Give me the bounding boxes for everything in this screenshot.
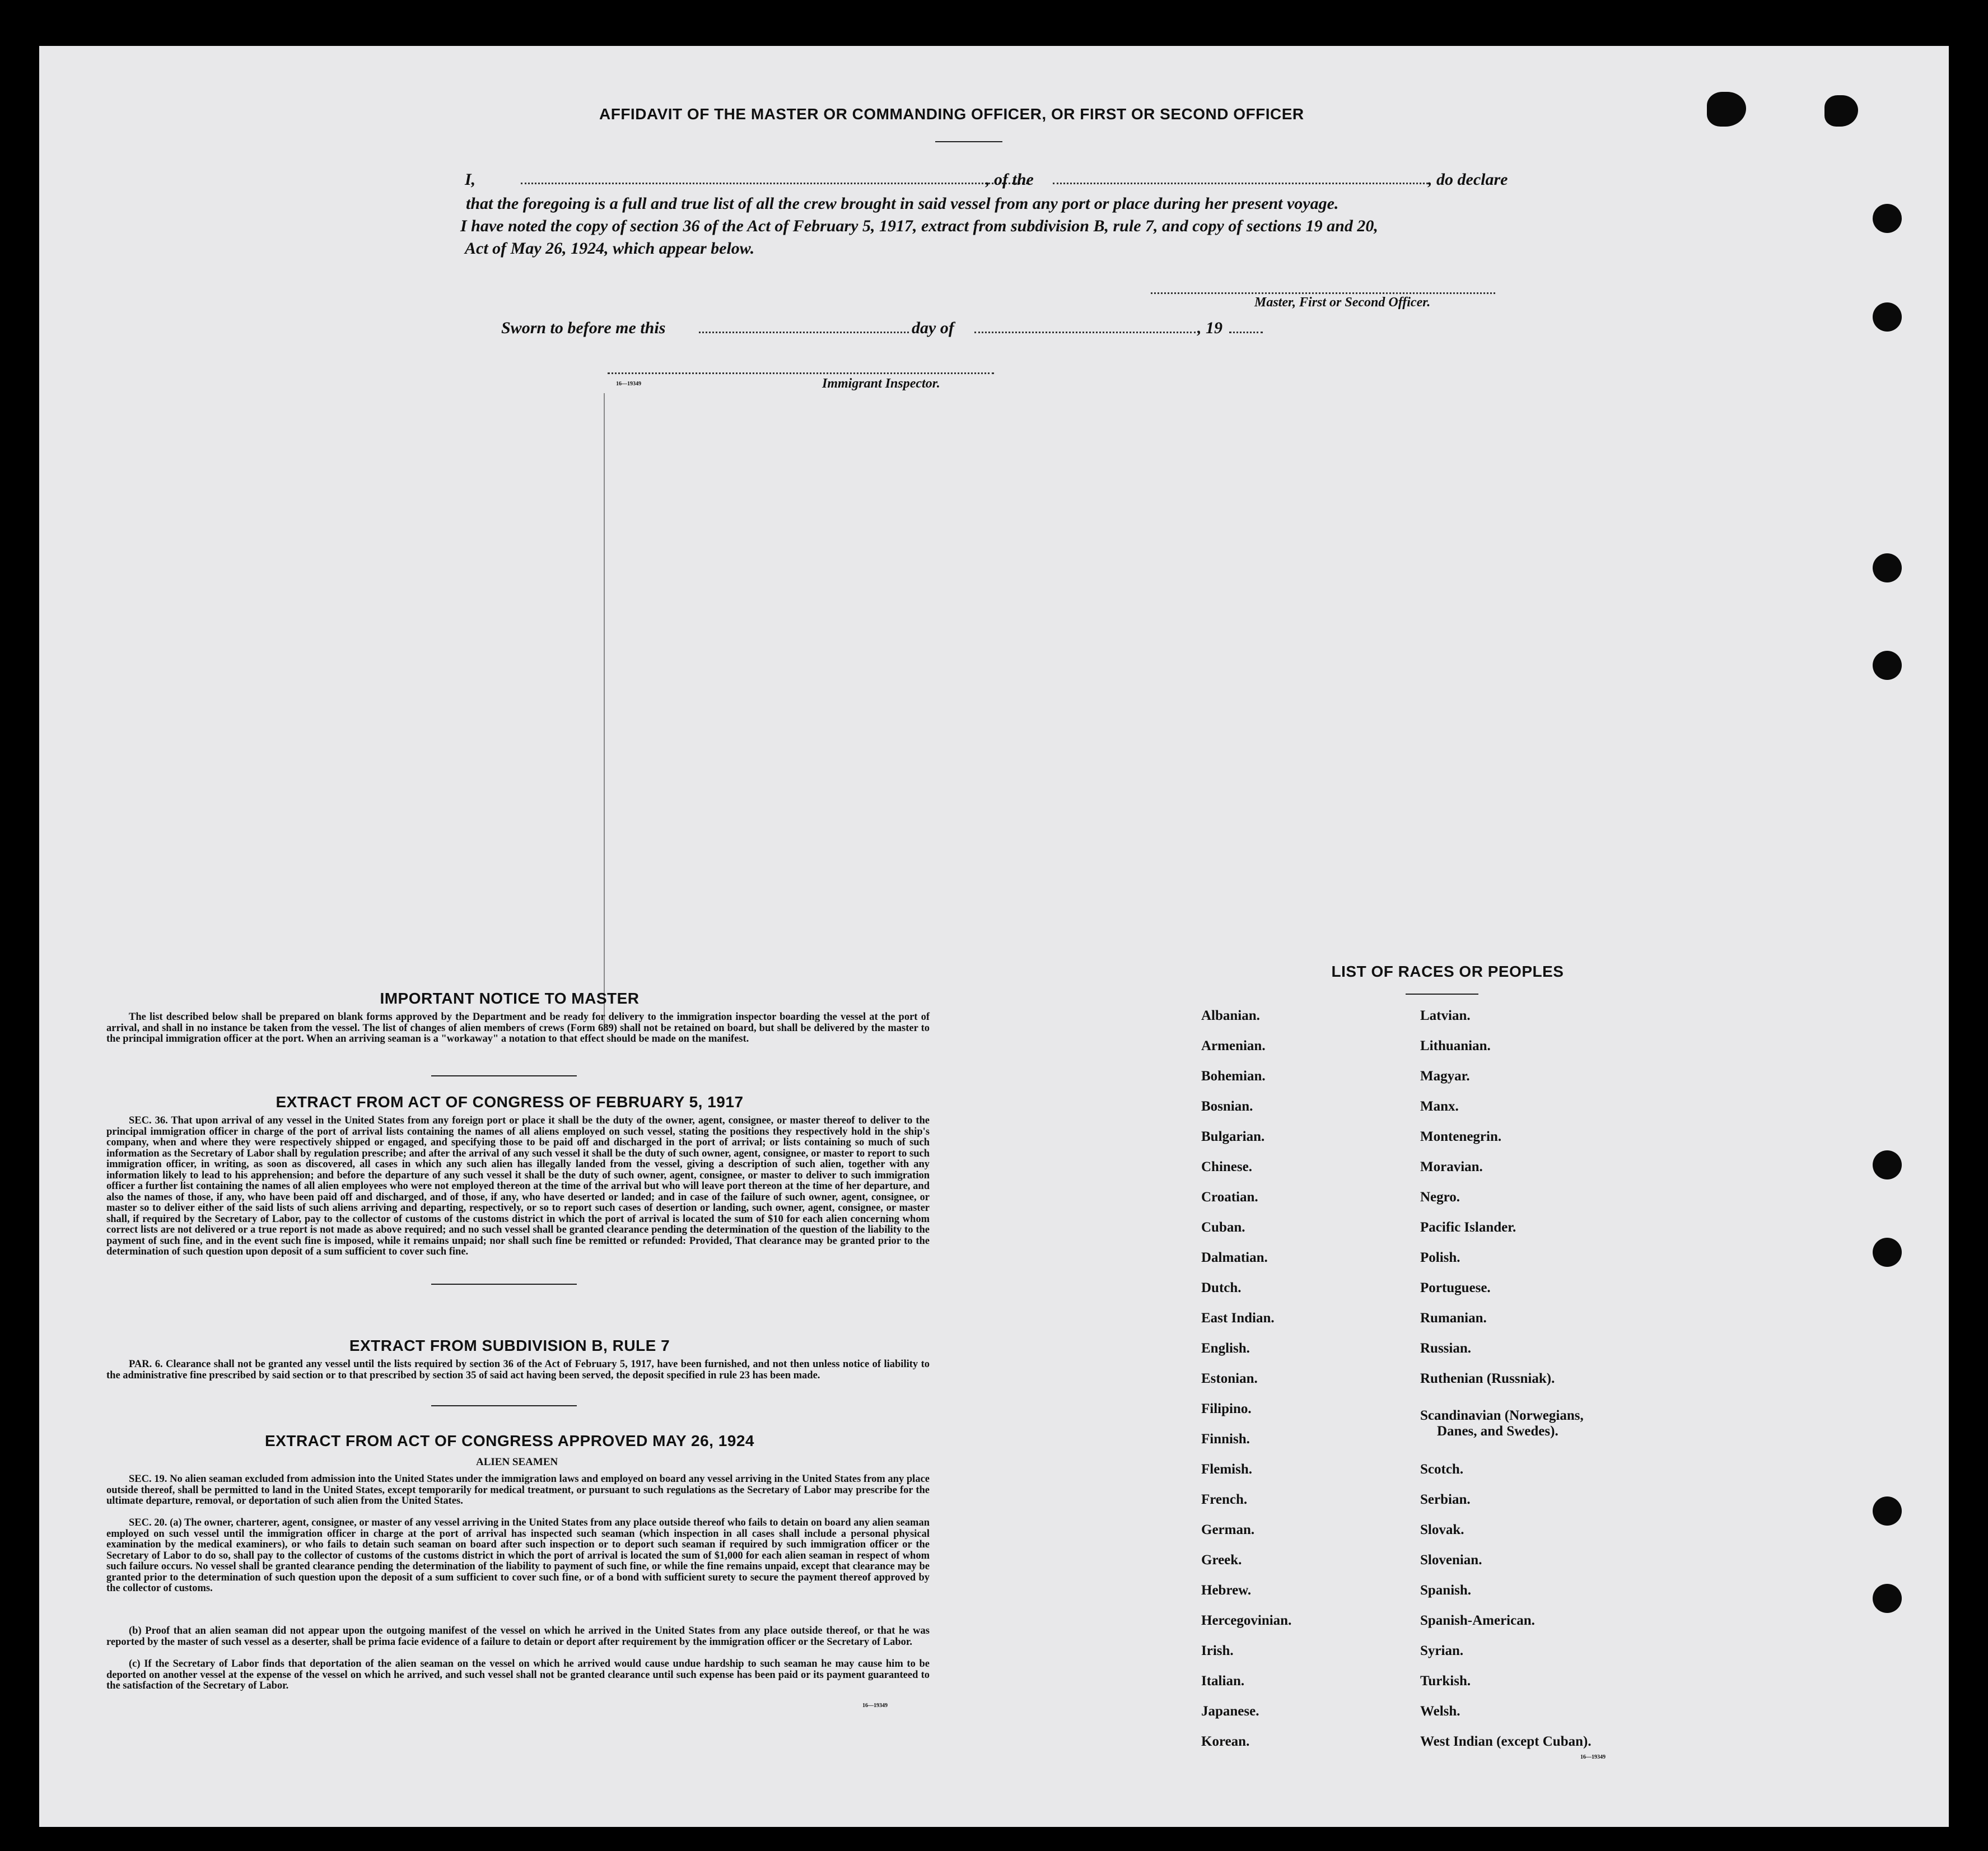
race-item: Slovenian. bbox=[1420, 1552, 1482, 1568]
punch-hole bbox=[1873, 1238, 1902, 1267]
race-item: Japanese. bbox=[1201, 1704, 1259, 1719]
document-page bbox=[39, 46, 1949, 1827]
signature-field[interactable] bbox=[1151, 292, 1495, 294]
affidavit-title: AFFIDAVIT OF THE MASTER OR COMMANDING OFFICER, OR FIRST OR SECOND OFFICER bbox=[599, 105, 1304, 123]
race-item: Filipino. bbox=[1201, 1401, 1252, 1416]
sec-20a-text: SEC. 20. (a) The owner, charterer, agent, consignee, or master of any vessel arriving in the United States from any place outside thereof who fails to detain on board any alien seaman employed on such vessel until the immigration officer in charge at the port of arrival has inspected such seaman (which inspection in all cases shall include a personal physical examination by the medical examiners), or who fails to detain such seaman on board after such inspection or to deport such seaman if required by such immigration officer or the Secretary of Labor to do so, shall pay to the collector of customs of the customs district in which the port of arrival is located the sum of $1,000 for each alien seaman in respect of whom such failure occurs. No vessel shall be granted clearance pending the determination of the liability to payment of such fine, or while the fine remains unpaid, except that clearance may be granted prior to the determination of such question upon the deposit of a sum sufficient to cover such fine, or of a bond with sufficient surety to secure the payment thereof approved by the collector of customs. bbox=[106, 1517, 930, 1594]
race-item: Cuban. bbox=[1201, 1220, 1245, 1235]
race-item: Albanian. bbox=[1201, 1008, 1260, 1023]
extract-1917-text: SEC. 36. That upon arrival of any vessel in the United States from any foreign port or place it shall be the duty of the owner, agent, consignee, or master thereof to deliver to the principal immigration officer in charge of the port of arrival lists containing the names of all aliens employed on such vessel, stating the positions they respectively hold in the ship's company, when and where they were respectively shipped or engaged, and specifying those to be paid off and discharged in the port of arrival; or lists containing so much of such information as the Secretary of Labor shall by regulation prescribe; and after the arrival of any such vessel it shall be the duty of such owner, agent, consignee, or master to report to such immigration officer, in writing, as soon as discovered, all cases in which any such alien has illegally landed from the vessel, giving a description of such alien, together with any information likely to lead to his apprehension; and before the departure of any such vessel it shall be the duty of such owner, agent, consignee, or master to deliver to such immigration officer a further list containing the names of all alien employees who were not employed thereon at the time of the arrival but who will leave port thereon at the time of her departure, and also the names of those, if any, who have been paid off and discharged, and of those, if any, who have deserted or landed; and in case of the failure of such owner, agent, consignee, or master so to deliver either of the said lists of such aliens arriving and departing, respectively, or so to report such cases of desertion or landing, such owner, agent, consignee, or master shall, if required by the Secretary of Labor, pay to the collector of customs of the customs district in which the port of arrival is located the sum of $10 for each alien concerning whom correct lists are not delivered or a true report is not made as above required; and no such vessel shall be granted clearance pending the determination of the question of the liability to the payment of such fine, and in the event such fine is imposed, while it remains unpaid; nor shall such fine be remitted or refunded: Provided, That clearance may be granted prior to the determination of such question upon deposit of a sum sufficient to cover such fine. bbox=[106, 1115, 930, 1257]
race-item: Finnish. bbox=[1201, 1432, 1250, 1447]
race-item: English. bbox=[1201, 1341, 1250, 1356]
race-item: Dutch. bbox=[1201, 1280, 1242, 1295]
punch-hole bbox=[1873, 553, 1902, 582]
sworn-label: Sworn to before me this bbox=[501, 319, 666, 337]
signature-label: Master, First or Second Officer. bbox=[1254, 295, 1431, 310]
race-item: Negro. bbox=[1420, 1190, 1460, 1205]
race-item: Turkish. bbox=[1420, 1673, 1471, 1689]
day-of-label: day of bbox=[912, 319, 954, 337]
inspector-signature-field[interactable] bbox=[608, 372, 994, 374]
sworn-day-field[interactable] bbox=[699, 332, 909, 333]
notice-title: IMPORTANT NOTICE TO MASTER bbox=[380, 990, 640, 1007]
notice-text: The list described below shall be prepared on blank forms approved by the Department and be ready for delivery to the immigration inspector boarding the vessel at the port of arrival, and shall in no instance be taken from the vessel. The list of changes of alien members of crews (Form 689) shall not be retained on board, but shall be delivered by the master to the principal immigration officer at the port. When an arriving seaman is a "workaway" a notation to that effect should be made on the manifest. bbox=[106, 1011, 930, 1045]
race-item: Magyar. bbox=[1420, 1069, 1470, 1084]
fold-line bbox=[604, 393, 605, 1032]
punch-hole bbox=[1873, 204, 1902, 233]
punch-hole bbox=[1873, 1150, 1902, 1179]
sec-20b-text: (b) Proof that an alien seaman did not appear upon the outgoing manifest of the vessel on which he arrived in the United States from any place outside thereof, or that he was reported by the master of such vessel as a deserter, shall be prima facie evidence of a failure to detain or deport after requirement by the immigration officer or the Secretary of Labor. bbox=[106, 1625, 930, 1648]
race-item: Flemish. bbox=[1201, 1462, 1252, 1477]
punch-hole bbox=[1873, 651, 1902, 680]
form-number: 16—19349 bbox=[616, 381, 641, 387]
race-item: Irish. bbox=[1201, 1643, 1234, 1658]
extract-1917-title: EXTRACT FROM ACT OF CONGRESS OF FEBRUARY 5, 1917 bbox=[276, 1093, 744, 1111]
ink-blot bbox=[1824, 95, 1858, 127]
race-item: Greek. bbox=[1201, 1552, 1242, 1568]
race-item: Spanish. bbox=[1420, 1583, 1472, 1598]
rule-7-text: PAR. 6. Clearance shall not be granted any vessel until the lists required by section 36 of the Act of February 5, 1917, have been furnished, and not then unless notice of liability to the administrative fine prescribed by said section or to that prescribed by section 35 of said act having been served, the deposit specified in rule 23 has been made. bbox=[106, 1359, 930, 1381]
name-field[interactable] bbox=[521, 183, 1028, 184]
sworn-month-field[interactable] bbox=[974, 332, 1196, 333]
year-label: , 19 bbox=[1197, 319, 1222, 337]
race-item: Bulgarian. bbox=[1201, 1129, 1265, 1144]
race-item: Welsh. bbox=[1420, 1704, 1460, 1719]
race-item: Danes, and Swedes). bbox=[1437, 1424, 1558, 1439]
sec-20c-text: (c) If the Secretary of Labor finds that deportation of the alien seaman on the vessel on which he arrived would cause undue hardship to such seaman he may cause him to be deported on another vessel at the expense of the vessel on which he arrived, and such vessel shall not be granted clearance until such expense has been paid or its payment guaranteed to the satisfaction of the Secretary of Labor. bbox=[106, 1658, 930, 1691]
race-item: Portuguese. bbox=[1420, 1280, 1491, 1295]
race-item: German. bbox=[1201, 1522, 1255, 1537]
race-item: Ruthenian (Russniak). bbox=[1420, 1371, 1555, 1386]
race-item: Polish. bbox=[1420, 1250, 1460, 1265]
race-item: Chinese. bbox=[1201, 1159, 1252, 1174]
race-item: Serbian. bbox=[1420, 1492, 1471, 1507]
race-item: Moravian. bbox=[1420, 1159, 1483, 1174]
race-item: Bohemian. bbox=[1201, 1069, 1266, 1084]
race-item: Manx. bbox=[1420, 1099, 1459, 1114]
race-item: Syrian. bbox=[1420, 1643, 1464, 1658]
affidavit-line-4: Act of May 26, 1924, which appear below. bbox=[465, 239, 755, 258]
sec-19-text: SEC. 19. No alien seaman excluded from admission into the United States under the immigration laws and employed on board any vessel arriving in the United States from any place outside thereof, shall be permitted to land in the United States, except temporarily for medical treatment, or pursuant to such regulations as the Secretary of Labor may prescribe for the ultimate departure, removal, or deportation of such alien from the United States. bbox=[106, 1474, 930, 1507]
race-item: Pacific Islander. bbox=[1420, 1220, 1516, 1235]
divider bbox=[935, 141, 1002, 142]
race-item: Scotch. bbox=[1420, 1462, 1464, 1477]
race-item: Spanish-American. bbox=[1420, 1613, 1535, 1628]
race-item: Montenegrin. bbox=[1420, 1129, 1502, 1144]
sworn-year-field[interactable] bbox=[1229, 332, 1263, 333]
races-title: LIST OF RACES OR PEOPLES bbox=[1331, 963, 1564, 980]
race-item: Italian. bbox=[1201, 1673, 1245, 1689]
race-item: Hebrew. bbox=[1201, 1583, 1252, 1598]
affidavit-line-3: I have noted the copy of section 36 of the Act of February 5, 1917, extract from subdivision B, rule 7, and copy of sections 19 and 20, bbox=[460, 217, 1378, 235]
divider bbox=[1406, 994, 1478, 995]
affidavit-do-declare: , do declare bbox=[1428, 170, 1508, 189]
race-item: Bosnian. bbox=[1201, 1099, 1253, 1114]
race-item: Armenian. bbox=[1201, 1038, 1266, 1053]
affidavit-of-the: , of the bbox=[986, 170, 1034, 189]
race-item: Korean. bbox=[1201, 1734, 1250, 1749]
divider bbox=[431, 1075, 577, 1076]
affidavit-i-label: I, bbox=[465, 170, 476, 189]
race-item: Estonian. bbox=[1201, 1371, 1258, 1386]
race-item: Hercegovinian. bbox=[1201, 1613, 1292, 1628]
race-item: Scandinavian (Norwegians, bbox=[1420, 1408, 1584, 1423]
race-item: Russian. bbox=[1420, 1341, 1472, 1356]
punch-hole bbox=[1873, 302, 1902, 332]
race-item: Dalmatian. bbox=[1201, 1250, 1268, 1265]
form-number: 16—19349 bbox=[862, 1703, 888, 1709]
race-item: French. bbox=[1201, 1492, 1248, 1507]
divider bbox=[431, 1405, 577, 1406]
divider bbox=[431, 1284, 577, 1285]
extract-1924-title: EXTRACT FROM ACT OF CONGRESS APPROVED MAY 26, 1924 bbox=[265, 1432, 754, 1449]
race-item: Lithuanian. bbox=[1420, 1038, 1491, 1053]
ink-blot bbox=[1707, 92, 1746, 127]
race-item: Latvian. bbox=[1420, 1008, 1471, 1023]
rule-7-title: EXTRACT FROM SUBDIVISION B, RULE 7 bbox=[349, 1337, 670, 1354]
race-item: East Indian. bbox=[1201, 1311, 1275, 1326]
inspector-label: Immigrant Inspector. bbox=[822, 376, 940, 391]
alien-seamen-subtitle: ALIEN SEAMEN bbox=[476, 1456, 558, 1468]
form-number: 16—19349 bbox=[1580, 1754, 1606, 1760]
punch-hole bbox=[1873, 1496, 1902, 1526]
race-item: West Indian (except Cuban). bbox=[1420, 1734, 1592, 1749]
vessel-field[interactable] bbox=[1053, 183, 1428, 184]
race-item: Rumanian. bbox=[1420, 1311, 1487, 1326]
punch-hole bbox=[1873, 1584, 1902, 1613]
race-item: Slovak. bbox=[1420, 1522, 1464, 1537]
affidavit-line-2: that the foregoing is a full and true list of all the crew brought in said vessel from any port or place during her present voyage. bbox=[466, 194, 1339, 213]
race-item: Croatian. bbox=[1201, 1190, 1258, 1205]
